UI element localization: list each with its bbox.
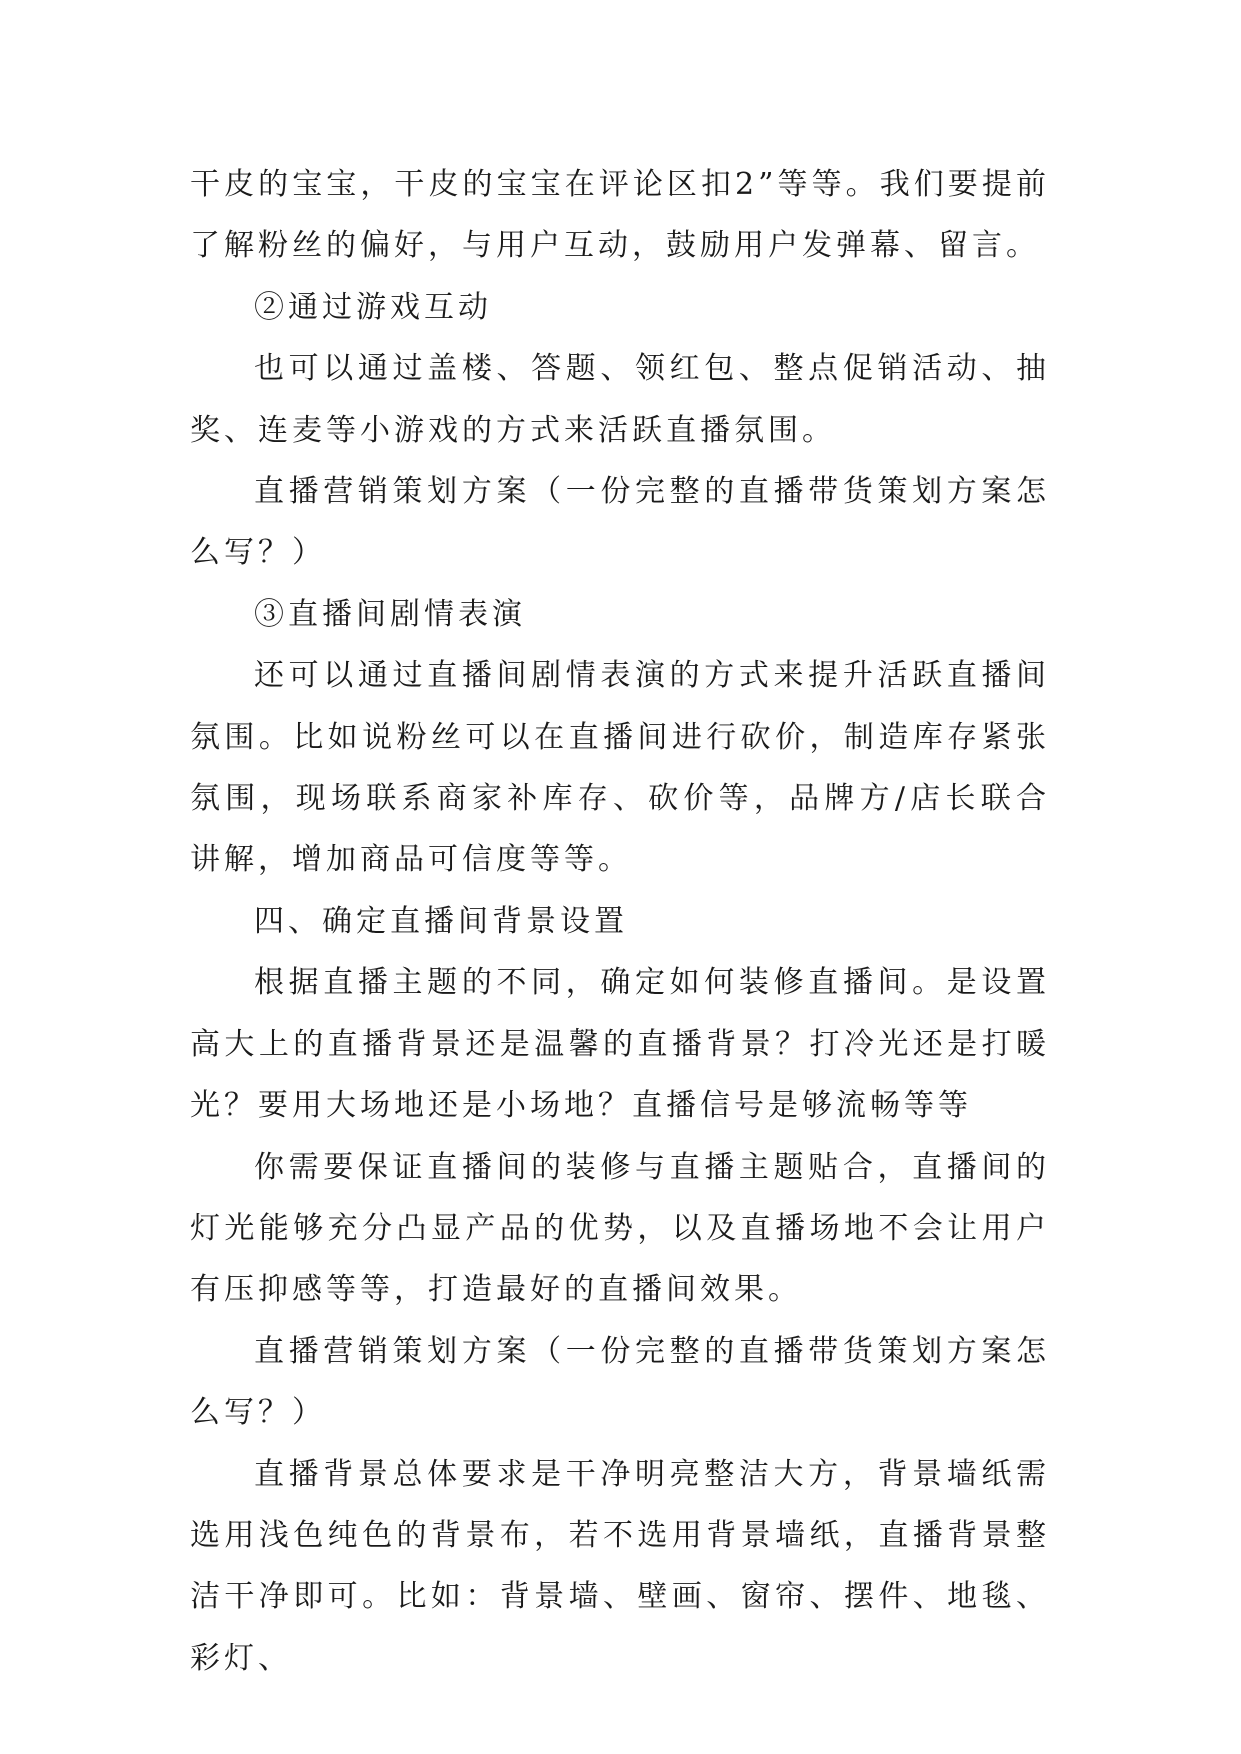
paragraph-4: 还可以通过直播间剧情表演的方式来提升活跃直播间氛围。比如说粉丝可以在直播间进行砍价，制造库存紧张氛围，现场联系商家补库存、砍价等，品牌方/店长联合讲解，增加商品可信度等等。 xyxy=(190,658,1050,878)
subheading-game-interaction: ②通过游戏互动 xyxy=(254,289,492,325)
document-body xyxy=(190,154,1050,1689)
paragraph-6: 你需要保证直播间的装修与直播主题贴合，直播间的灯光能够充分凸显产品的优势，以及直播场地不会让用户有压抑感等等，打造最好的直播间效果。 xyxy=(190,1149,1050,1308)
paragraph-3: 直播营销策划方案（一份完整的直播带货策划方案怎么写？） xyxy=(190,474,1050,571)
paragraph-1: 干皮的宝宝，干皮的宝宝在评论区扣2”等等。我们要提前了解粉丝的偏好，与用户互动，鼓励用户发弹幕、留言。 xyxy=(190,167,1050,264)
paragraph-5: 根据直播主题的不同，确定如何装修直播间。是设置高大上的直播背景还是温馨的直播背景？打冷光还是打暖光？要用大场地还是小场地？直播信号是够流畅等等 xyxy=(190,965,1050,1124)
paragraph-8: 直播背景总体要求是干净明亮整洁大方，背景墙纸需选用浅色纯色的背景布，若不选用背景墙纸，直播背景整洁干净即可。比如：背景墙、壁画、窗帘、摆件、地毯、彩灯、 xyxy=(190,1456,1050,1676)
subheading-drama-performance: ③直播间剧情表演 xyxy=(254,596,526,632)
paragraph-7: 直播营销策划方案（一份完整的直播带货策划方案怎么写？） xyxy=(190,1333,1050,1431)
paragraph-2: 也可以通过盖楼、答题、领红包、整点促销活动、抽奖、连麦等小游戏的方式来活跃直播氛围。 xyxy=(190,351,1050,448)
section-heading-background: 四、确定直播间背景设置 xyxy=(254,903,628,939)
